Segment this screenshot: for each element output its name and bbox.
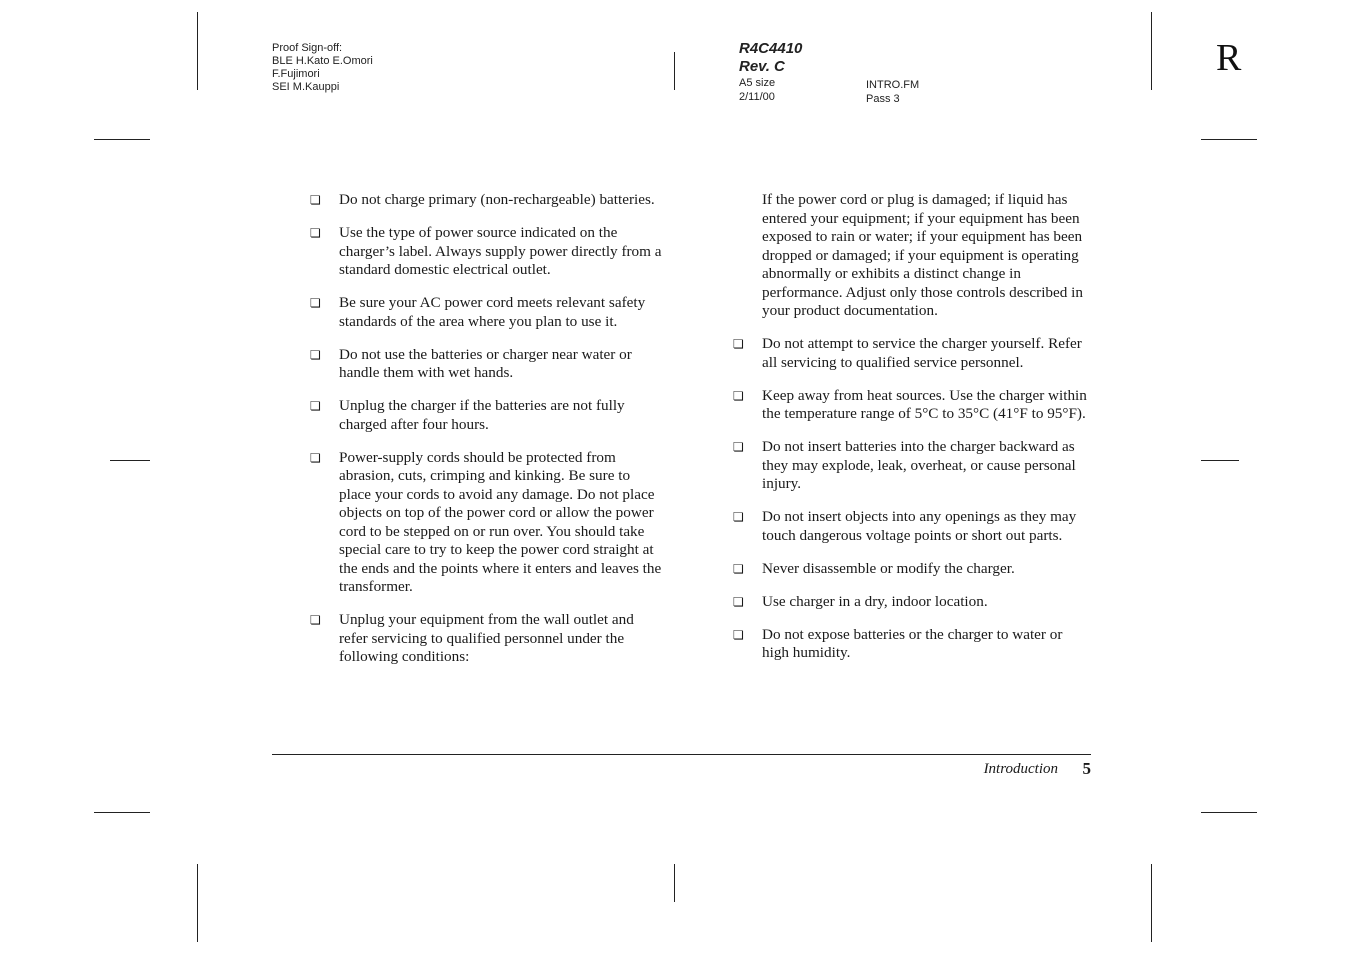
- conditions-paragraph: If the power cord or plug is damaged; if liquid has entered your equipment; if your equipment has been exposed to rain or water; if your equipment has been dropped or damaged; if your equipment is operating abnormally or exhibits a distinct change in performance. Adjust only those controls described in your product documentation.: [762, 191, 1083, 319]
- list-item-text: Do not expose batteries or the charger to water or high humidity.: [762, 625, 1063, 661]
- proof-signoff: [272, 42, 373, 94]
- file-info-block: [866, 78, 919, 106]
- section-title: Introduction: [983, 761, 1058, 777]
- list-item: [310, 191, 665, 210]
- list-item: [733, 593, 1088, 612]
- list-item-text: Use charger in a dry, indoor location.: [762, 592, 988, 610]
- checkbox-bullet-icon: ❏: [733, 510, 744, 524]
- crop-mark: [674, 52, 675, 90]
- list-item: [310, 611, 665, 667]
- page-number: 5: [1082, 759, 1091, 778]
- page-size: A5 size: [739, 77, 776, 89]
- pass-number: Pass 3: [866, 93, 900, 105]
- list-item-text: Unplug the charger if the batteries are not fully charged after four hours.: [339, 397, 625, 433]
- signoff-line: BLE H.Kato E.Omori: [272, 55, 373, 67]
- checkbox-bullet-icon: ❏: [310, 399, 321, 413]
- checkbox-bullet-icon: ❏: [733, 440, 744, 454]
- list-item-text: Do not charge primary (non-rechargeable) batteries.: [339, 191, 655, 208]
- checkbox-bullet-icon: ❏: [733, 337, 744, 351]
- list-item: [310, 449, 665, 597]
- list-item: [310, 294, 665, 331]
- checkbox-bullet-icon: ❏: [733, 594, 744, 609]
- crop-mark: [674, 864, 675, 902]
- list-item: [310, 397, 665, 434]
- crop-mark: [197, 864, 198, 942]
- list-item: [733, 626, 1088, 663]
- list-item-text: Do not insert batteries into the charger backward as they may explode, leak, overheat, or cause personal injury.: [762, 438, 1076, 492]
- crop-mark: [1201, 812, 1257, 813]
- crop-mark: [1201, 139, 1257, 140]
- crop-mark: [1151, 12, 1152, 90]
- crop-mark: [1201, 460, 1239, 461]
- list-item-text: Keep away from heat sources. Use the charger within the temperature range of 5°C to 35°C (41°F to 95°F).: [762, 386, 1087, 422]
- list-item-text: Never disassemble or modify the charger.: [762, 559, 1015, 577]
- list-item-text: Do not insert objects into any openings as they may touch dangerous voltage points or short out parts.: [762, 508, 1077, 544]
- checkbox-bullet-icon: ❏: [310, 296, 321, 310]
- left-column: [310, 191, 665, 681]
- revision: Rev. C: [739, 58, 785, 75]
- list-item: [733, 508, 1088, 545]
- list-item: [310, 346, 665, 383]
- list-item-text: Do not attempt to service the charger yourself. Refer all servicing to qualified service personnel.: [762, 335, 1082, 371]
- document-code-block: [739, 40, 802, 104]
- checkbox-bullet-icon: ❏: [310, 347, 321, 362]
- checkbox-bullet-icon: ❏: [310, 226, 321, 240]
- crop-mark: [94, 139, 150, 140]
- checkbox-bullet-icon: ❏: [310, 450, 321, 465]
- crop-mark: [1151, 864, 1152, 942]
- checkbox-bullet-icon: ❏: [733, 561, 744, 576]
- list-item-text: Unplug your equipment from the wall outlet and refer servicing to qualified personnel under the following conditions:: [339, 611, 634, 665]
- signoff-line: SEI M.Kauppi: [272, 81, 340, 93]
- corner-mark: R: [1216, 37, 1242, 79]
- signoff-line: F.Fujimori: [272, 68, 320, 80]
- checkbox-bullet-icon: ❏: [733, 388, 744, 403]
- crop-mark: [197, 12, 198, 90]
- document-code: R4C4410: [739, 40, 803, 57]
- document-date: 2/11/00: [739, 91, 775, 103]
- crop-mark: [110, 460, 150, 461]
- list-item-text: Be sure your AC power cord meets relevant safety standards of the area where you plan to use it.: [339, 294, 646, 330]
- list-item-text: Do not use the batteries or charger near water or handle them with wet hands.: [339, 345, 632, 381]
- right-column: [733, 191, 1088, 677]
- list-item: [733, 438, 1088, 494]
- checkbox-bullet-icon: ❏: [310, 613, 321, 627]
- checkbox-bullet-icon: ❏: [310, 193, 321, 207]
- list-item-text: Power-supply cords should be protected from abrasion, cuts, crimping and kinking. Be sure to place your cords to avoid any damage. Do not place objects on top of the power cord or allow the power cord to be stepped on or run over. You should take special care to try to keep the power cord straight at the ends and the points where it enters and leaves the transformer.: [339, 448, 662, 595]
- list-item: [733, 560, 1088, 579]
- list-item-text: Use the type of power source indicated on the charger’s label. Always supply power directly from a standard domestic electrical outlet.: [339, 224, 662, 278]
- list-item: [310, 224, 665, 280]
- footer-rule: [272, 754, 1091, 755]
- checkbox-bullet-icon: ❏: [733, 627, 744, 642]
- list-item: [733, 335, 1088, 372]
- signoff-line: Proof Sign-off:: [272, 42, 343, 54]
- file-name: INTRO.FM: [866, 79, 920, 91]
- crop-mark: [94, 812, 150, 813]
- list-item: [733, 387, 1088, 424]
